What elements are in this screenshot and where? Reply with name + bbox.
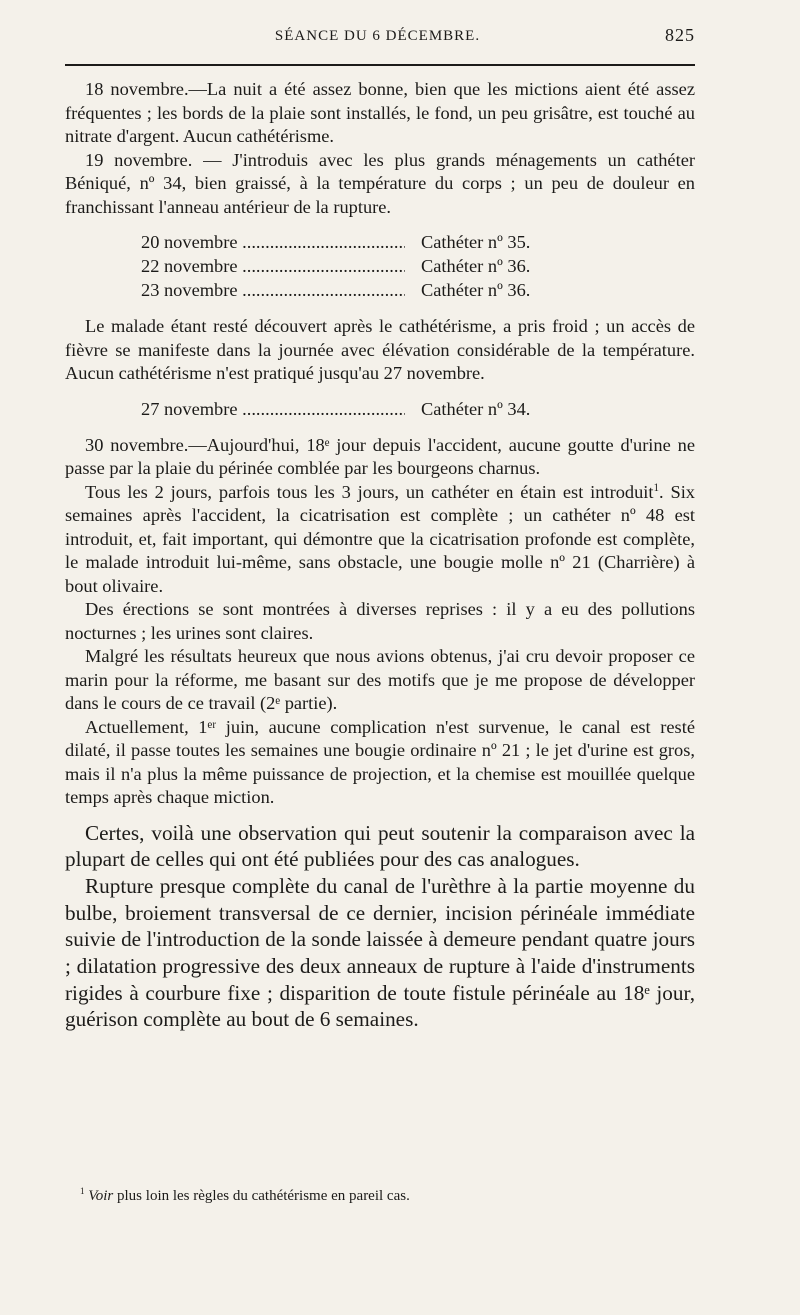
paragraph-reforme: Malgré les résultats heureux que nous avions obtenus, j'ai cru devoir proposer ce marin pour la réforme, me basant sur des motifs que je me propose de développer dans le cours de ce travail (2ᵉ partie). (65, 646, 695, 713)
catheter-row (65, 279, 695, 303)
footnote (80, 1188, 410, 1205)
paragraph-certes: Certes, voilà une observation qui peut soutenir la comparaison avec la plupart de celles qui ont été publiées pour des cas analogues. (65, 820, 695, 872)
catheter-date: 23 novembre ..... (65, 279, 405, 303)
paragraph-cicatrisation (65, 481, 695, 599)
catheter-value: Cathéter nº 35. (421, 232, 531, 252)
paragraph-30-novembre: 30 novembre.—Aujourd'hui, 18ᵉ jour depuis l'accident, aucune goutte d'urine ne passe par la plaie du périnée comblée par les bourgeons charnus. (65, 434, 695, 478)
running-head-title: SÉANCE DU 6 DÉCEMBRE. (274, 28, 481, 44)
header-rule (65, 64, 695, 66)
catheter-date: 27 novembre ..... (65, 398, 405, 422)
catheter-table-2 (65, 398, 695, 422)
catheter-row (65, 398, 695, 422)
paragraph-erections: Des érections se sont montrées à diverses reprises : il y a eu des pollutions nocturnes ; les urines sont claires. (65, 599, 695, 643)
catheter-row (65, 255, 695, 279)
catheter-table-1 (65, 231, 695, 303)
paragraph-fever: Le malade étant resté découvert après le cathétérisme, a pris froid ; un accès de fièvre se manifeste dans la journée avec élévation considérable de la température. Aucun cathétérisme n'est pratiqué jusqu'au 27 novembre. (65, 316, 695, 383)
footnote-mark: 1 (80, 1186, 85, 1196)
paragraph-text: . Six semaines après l'accident, la cicatrisation est complète ; un cathéter nº 48 est introduit, et, fait important, qui démontre que la cicatrisation profonde est complète, le malade introduit lui-même, sans obstacle, une bougie molle nº 21 (Charrière) à bout olivaire. (65, 481, 696, 596)
footnote-italic: Voir (88, 1188, 114, 1204)
catheter-date: 22 novembre ..... (65, 255, 405, 279)
catheter-value: Cathéter nº 36. (421, 256, 531, 276)
paragraph-summary: Rupture presque complète du canal de l'urèthre à la partie moyenne du bulbe, broiement transversal de ce dernier, incision périnéale immédiate suivie de l'introduction de la sonde laissée à demeure pendant quatre jours ; dilatation progressive des deux anneaux de rupture à l'aide d'instruments rigides à courbure fixe ; disparition de toute fistule périnéale au 18ᵉ jour, guérison complète au bout de 6 semaines. (65, 873, 695, 1032)
catheter-value: Cathéter nº 34. (421, 398, 531, 419)
paragraph-1er-juin: Actuellement, 1ᵉʳ juin, aucune complication n'est survenue, le canal est resté dilaté, il passe toutes les semaines une bougie ordinaire nº 21 ; le jet d'urine est gros, mais il n'a plus la même puissance de projection, et la chemise est mouillée quelque temps après chaque miction. (65, 716, 695, 807)
paragraph-text: Tous les 2 jours, parfois tous les 3 jours, un cathéter en étain est introduit (85, 481, 654, 502)
catheter-value: Cathéter nº 36. (421, 280, 531, 300)
paragraph-19-novembre: 19 novembre. — J'introduis avec les plus grands ménagements un cathéter Béniqué, nº 34, bien graissé, à la température du corps ; un peu de douleur en franchissant l'anneau antérieur de la rupture. (65, 149, 695, 217)
page-body (65, 78, 695, 1033)
footnote-text: plus loin les règles du cathétérisme en pareil cas. (113, 1188, 410, 1204)
paragraph-18-novembre: 18 novembre.—La nuit a été assez bonne, bien que les mictions aient été assez fréquentes ; les bords de la plaie sont installés, le fond, un peu grisâtre, est touché au nitrate d'argent. Aucun cathétérisme. (65, 79, 695, 146)
catheter-row (65, 231, 695, 255)
catheter-date: 20 novembre ..... (65, 231, 405, 255)
page-number: 825 (665, 25, 695, 45)
commentary-block (65, 820, 695, 1034)
footnote-reference: 1 (653, 481, 660, 494)
